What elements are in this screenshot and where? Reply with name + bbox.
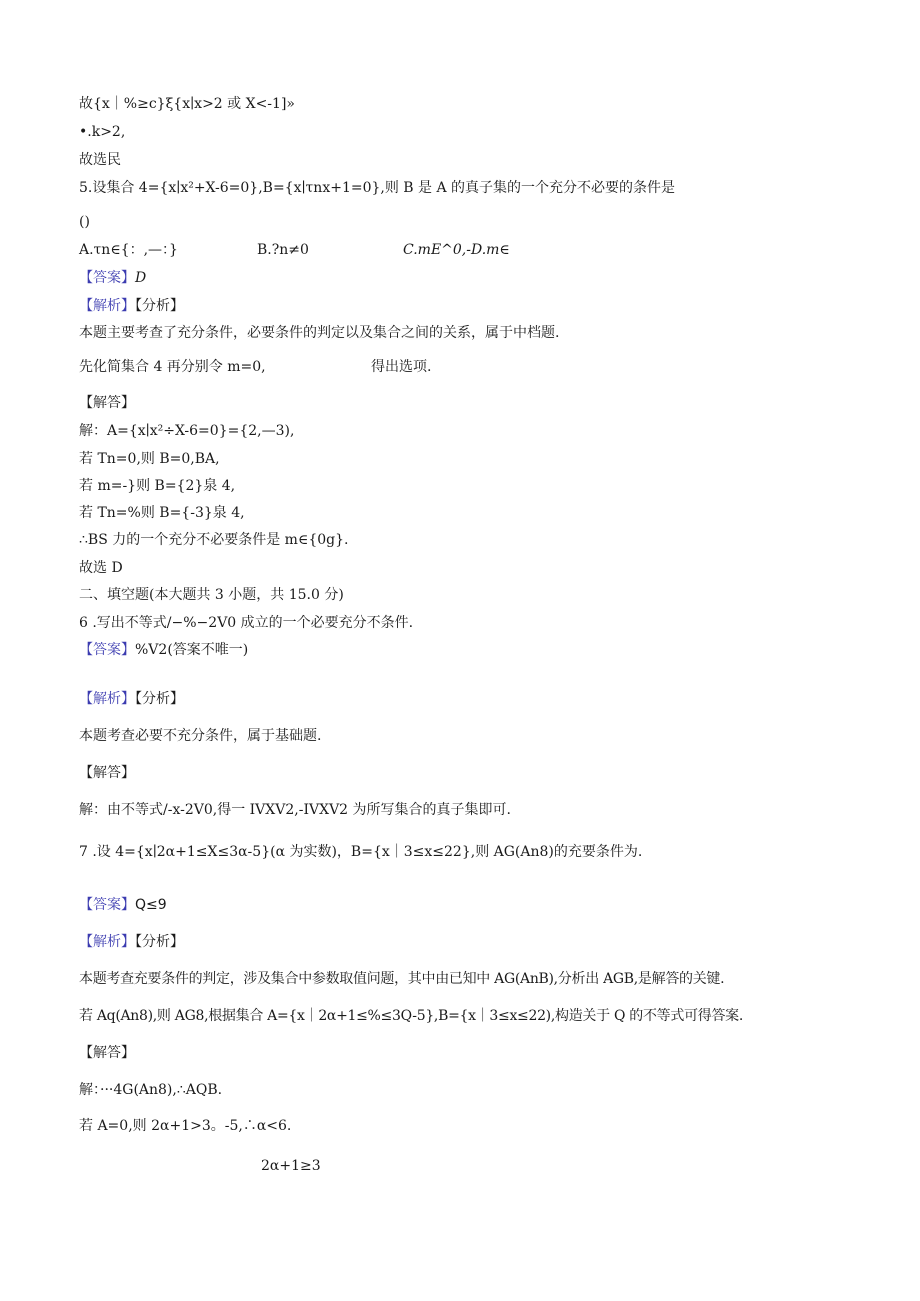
text-line: 本题主要考查了充分条件，必要条件的判定以及集合之间的关系，属于中档题. <box>79 325 560 341</box>
answer-tag: 【答案】 <box>79 642 135 658</box>
text-line: 故选民 <box>79 152 121 168</box>
answer-line <box>79 895 167 915</box>
text-line: 先化简集合 4 再分别令 m=0, <box>79 359 266 375</box>
answer-tag: 【答案】 <box>79 897 135 913</box>
solution-heading: 【解答】 <box>79 765 135 781</box>
text-line: 解：···4G(An8),∴AQB. <box>79 1082 223 1098</box>
text-line: () <box>79 214 90 230</box>
question-7: 7 .设 4={x∣2α+1≤X≤3α-5}(α 为实数)，B={x｜3≤x≤22},则 AG(An8)的充要条件为. <box>79 844 643 860</box>
answer-value: Q≤9 <box>135 897 167 913</box>
analysis-tag: 【解析】 <box>79 691 135 707</box>
option-c-d: C.mE^0,-D.m∈ <box>403 242 510 258</box>
answer-line <box>79 268 146 288</box>
solution-heading: 【解答】 <box>79 1045 135 1061</box>
text-line: 故选 D <box>79 560 123 576</box>
analysis-line <box>79 689 184 709</box>
text-line: 解：由不等式/-x-2V0,得一 IVXV2,-IVXV2 为所写集合的真子集即可. <box>79 802 511 818</box>
answer-tag: 【答案】 <box>79 270 135 286</box>
text-line: •.k>2, <box>79 124 126 140</box>
option-a: A.τn∈{：,—：} <box>79 242 178 258</box>
text-line: ∴BS 力的一个充分不必要条件是 m∈{0g}. <box>79 532 349 548</box>
text-line: 本题考查必要不充分条件，属于基础题. <box>79 728 322 744</box>
text-line: 解：A={x∣x²÷X-6=0}={2,—3), <box>79 423 295 439</box>
text-line: 若 Tn=0,则 B=0,BA, <box>79 451 220 467</box>
answer-value: %V2(答案不唯一) <box>135 642 249 658</box>
text-line: 若 A=0,则 2α+1>3。-5,∴α<6. <box>79 1118 292 1134</box>
text-line: 2α+1≥3 <box>261 1158 321 1174</box>
text-line: 本题考查充要条件的判定，涉及集合中参数取值问题，其中由已知中 AG(AnB),分析出 AGB,是解答的关键. <box>79 971 725 987</box>
question-6: 6 .写出不等式/−%−2V0 成立的一个必要充分不条件. <box>79 615 414 631</box>
analysis-tag: 【解析】 <box>79 298 135 314</box>
section-heading: 二、填空题(本大题共 3 小题，共 15.0 分) <box>79 587 344 603</box>
text-line: 若 Aq(An8),则 AG8,根据集合 A={x｜2α+1≤%≤3Q-5},B={x｜3≤x≤22),构造关于 Q 的不等式可得答案. <box>79 1008 744 1024</box>
analysis-tag: 【解析】 <box>79 934 135 950</box>
analysis-line <box>79 296 184 316</box>
answer-value: D <box>135 270 147 286</box>
analysis-subtag: 【分析】 <box>135 934 184 950</box>
solution-heading: 【解答】 <box>79 395 135 411</box>
text-line: 若 Tn=%则 B={-3}泉 4, <box>79 505 245 521</box>
answer-line <box>79 640 248 660</box>
analysis-subtag: 【分析】 <box>135 298 184 314</box>
text-line: 若 m=-}则 B={2}泉 4, <box>79 478 236 494</box>
text-line: 故{x｜%≥c}ξ{x∣x>2 或 X<-1]» <box>79 96 295 112</box>
question-5: 5.设集合 4={x∣x²+X-6=0},B={x∣τnx+1=0},则 B 是 A 的真子集的一个充分不必要的条件是 <box>79 180 676 196</box>
analysis-subtag: 【分析】 <box>135 691 184 707</box>
text-line: 得出选项. <box>371 359 432 375</box>
option-b: B.?n≠0 <box>257 242 309 258</box>
analysis-line <box>79 932 184 952</box>
